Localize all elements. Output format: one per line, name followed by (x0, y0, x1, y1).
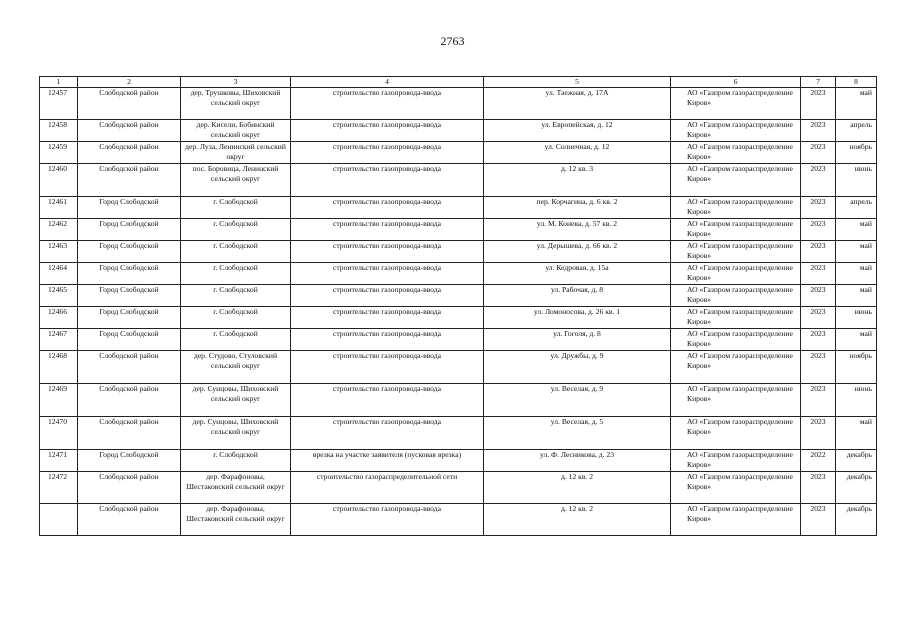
cell-organization: АО «Газпром газораспределение Киров» (671, 329, 801, 351)
cell-address: ул. Ломоносова, д. 26 кв. 1 (484, 307, 671, 329)
cell-district: Слободской район (78, 472, 181, 504)
cell-year: 2023 (801, 504, 836, 536)
table-row (40, 504, 877, 536)
cell-work-type: строительство газопровода-ввода (291, 88, 484, 120)
cell-district: Город Слободской (78, 285, 181, 307)
cell-year: 2023 (801, 88, 836, 120)
cell-district: Слободской район (78, 88, 181, 120)
column-header-7: 7 (801, 77, 836, 88)
table-body (40, 88, 877, 536)
cell-month: декабрь (836, 472, 877, 504)
cell-district: Слободской район (78, 417, 181, 450)
cell-year: 2023 (801, 384, 836, 417)
table-row (40, 285, 877, 307)
cell-organization: АО «Газпром газораспределение Киров» (671, 88, 801, 120)
cell-settlement: г. Слободской (181, 450, 291, 472)
table-row (40, 417, 877, 450)
cell-settlement: г. Слободской (181, 263, 291, 285)
cell-address: д. 12 кв. 2 (484, 504, 671, 536)
cell-work-type: строительство газопровода-ввода (291, 329, 484, 351)
cell-settlement: пос. Боровица, Ленинский сельский округ (181, 164, 291, 197)
cell-settlement: дер. Фарафоновы, Шестаковский сельский округ (181, 472, 291, 504)
cell-year: 2023 (801, 351, 836, 384)
cell-month: май (836, 241, 877, 263)
cell-district: Слободской район (78, 351, 181, 384)
column-header-3: 3 (181, 77, 291, 88)
cell-work-type: строительство газопровода-ввода (291, 307, 484, 329)
cell-number: 12471 (40, 450, 78, 472)
cell-number: 12467 (40, 329, 78, 351)
cell-work-type: строительство газопровода-ввода (291, 197, 484, 219)
cell-work-type: строительство газораспределительной сети (291, 472, 484, 504)
cell-district: Город Слободской (78, 219, 181, 241)
table-row (40, 263, 877, 285)
cell-month: май (836, 417, 877, 450)
column-header-2: 2 (78, 77, 181, 88)
table-row (40, 241, 877, 263)
cell-month: май (836, 329, 877, 351)
cell-address: ул. Рабочая, д. 8 (484, 285, 671, 307)
cell-address: ул. Европейская, д. 12 (484, 120, 671, 142)
cell-settlement: г. Слободской (181, 219, 291, 241)
cell-district: Слободской район (78, 504, 181, 536)
cell-number: 12466 (40, 307, 78, 329)
cell-work-type: строительство газопровода-ввода (291, 120, 484, 142)
cell-settlement: г. Слободской (181, 307, 291, 329)
cell-organization: АО «Газпром газораспределение Киров» (671, 417, 801, 450)
cell-year: 2023 (801, 142, 836, 164)
cell-month: апрель (836, 197, 877, 219)
cell-number: 12463 (40, 241, 78, 263)
column-header-6: 6 (671, 77, 801, 88)
cell-number: 12458 (40, 120, 78, 142)
cell-year: 2023 (801, 263, 836, 285)
column-header-1: 1 (40, 77, 78, 88)
cell-year: 2022 (801, 450, 836, 472)
cell-address: ул. Таежная, д. 17А (484, 88, 671, 120)
cell-number: 12469 (40, 384, 78, 417)
cell-month: декабрь (836, 504, 877, 536)
cell-work-type: строительство газопровода-ввода (291, 164, 484, 197)
cell-month: ноябрь (836, 351, 877, 384)
cell-settlement: г. Слободской (181, 285, 291, 307)
cell-number: 12465 (40, 285, 78, 307)
cell-district: Слободской район (78, 384, 181, 417)
cell-organization: АО «Газпром газораспределение Киров» (671, 197, 801, 219)
cell-work-type: врезка на участке заявителя (пусковая врезка) (291, 450, 484, 472)
cell-organization: АО «Газпром газораспределение Киров» (671, 219, 801, 241)
cell-district: Город Слободской (78, 197, 181, 219)
cell-district: Слободской район (78, 120, 181, 142)
cell-district: Город Слободской (78, 263, 181, 285)
cell-year: 2023 (801, 219, 836, 241)
cell-address: ул. Солнечная, д. 12 (484, 142, 671, 164)
table-row (40, 219, 877, 241)
cell-address: ул. Дружбы, д. 9 (484, 351, 671, 384)
cell-district: Слободской район (78, 164, 181, 197)
table-row (40, 142, 877, 164)
cell-year: 2023 (801, 472, 836, 504)
cell-address: ул. Веселая, д. 9 (484, 384, 671, 417)
table-row (40, 329, 877, 351)
table-row (40, 164, 877, 197)
cell-work-type: строительство газопровода-ввода (291, 263, 484, 285)
column-header-8: 8 (836, 77, 877, 88)
cell-number: 12472 (40, 472, 78, 504)
cell-settlement: г. Слободской (181, 241, 291, 263)
cell-number (40, 504, 78, 536)
table-row (40, 120, 877, 142)
gasification-table (39, 76, 877, 536)
cell-month: ноябрь (836, 142, 877, 164)
cell-address: д. 12 кв. 3 (484, 164, 671, 197)
table-row (40, 450, 877, 472)
cell-month: июнь (836, 164, 877, 197)
table-row (40, 88, 877, 120)
cell-month: апрель (836, 120, 877, 142)
cell-work-type: строительство газопровода-ввода (291, 241, 484, 263)
cell-year: 2023 (801, 197, 836, 219)
cell-district: Город Слободской (78, 329, 181, 351)
cell-work-type: строительство газопровода-ввода (291, 384, 484, 417)
cell-organization: АО «Газпром газораспределение Киров» (671, 504, 801, 536)
column-header-4: 4 (291, 77, 484, 88)
table-row (40, 384, 877, 417)
cell-address: ул. Кедровая, д. 15а (484, 263, 671, 285)
cell-organization: АО «Газпром газораспределение Киров» (671, 142, 801, 164)
cell-month: май (836, 285, 877, 307)
cell-number: 12459 (40, 142, 78, 164)
cell-settlement: дер. Кисели, Бобинский сельский округ (181, 120, 291, 142)
cell-address: ул. Ф. Лесникова, д. 23 (484, 450, 671, 472)
cell-address: ул. Веселая, д. 5 (484, 417, 671, 450)
column-header-5: 5 (484, 77, 671, 88)
cell-year: 2023 (801, 241, 836, 263)
cell-settlement: г. Слободской (181, 329, 291, 351)
cell-number: 12462 (40, 219, 78, 241)
cell-month: май (836, 219, 877, 241)
cell-month: июнь (836, 384, 877, 417)
cell-number: 12461 (40, 197, 78, 219)
cell-month: май (836, 263, 877, 285)
cell-number: 12460 (40, 164, 78, 197)
cell-organization: АО «Газпром газораспределение Киров» (671, 384, 801, 417)
cell-work-type: строительство газопровода-ввода (291, 417, 484, 450)
cell-number: 12464 (40, 263, 78, 285)
cell-address: ул. Гоголя, д. 8 (484, 329, 671, 351)
cell-settlement: дер. Сунцовы, Шиховский сельский округ (181, 384, 291, 417)
cell-year: 2023 (801, 285, 836, 307)
cell-year: 2023 (801, 120, 836, 142)
cell-organization: АО «Газпром газораспределение Киров» (671, 450, 801, 472)
cell-number: 12468 (40, 351, 78, 384)
cell-address: пер. Корчагина, д. 6 кв. 2 (484, 197, 671, 219)
table-row (40, 307, 877, 329)
cell-work-type: строительство газопровода-ввода (291, 219, 484, 241)
table-row (40, 472, 877, 504)
cell-year: 2023 (801, 307, 836, 329)
cell-year: 2023 (801, 164, 836, 197)
cell-month: декабрь (836, 450, 877, 472)
cell-month: июнь (836, 307, 877, 329)
cell-number: 12470 (40, 417, 78, 450)
cell-settlement: дер. Трушковы, Шиховский сельский округ (181, 88, 291, 120)
cell-district: Город Слободской (78, 450, 181, 472)
cell-address: ул. Дерышева, д. 66 кв. 2 (484, 241, 671, 263)
table-row (40, 197, 877, 219)
cell-organization: АО «Газпром газораспределение Киров» (671, 241, 801, 263)
cell-work-type: строительство газопровода-ввода (291, 142, 484, 164)
cell-organization: АО «Газпром газораспределение Киров» (671, 120, 801, 142)
cell-district: Слободской район (78, 142, 181, 164)
cell-settlement: дер. Фарафоновы, Шестаковский сельский округ (181, 504, 291, 536)
cell-organization: АО «Газпром газораспределение Киров» (671, 351, 801, 384)
header-row (40, 77, 877, 88)
cell-work-type: строительство газопровода-ввода (291, 351, 484, 384)
cell-organization: АО «Газпром газораспределение Киров» (671, 164, 801, 197)
page-number: 2763 (440, 34, 465, 48)
cell-number: 12457 (40, 88, 78, 120)
cell-settlement: дер. Сунцовы, Шиховский сельский округ (181, 417, 291, 450)
cell-month: май (836, 88, 877, 120)
cell-district: Город Слободской (78, 241, 181, 263)
cell-settlement: г. Слободской (181, 197, 291, 219)
cell-organization: АО «Газпром газораспределение Киров» (671, 263, 801, 285)
cell-settlement: дер. Студово, Стуловский сельский округ (181, 351, 291, 384)
cell-organization: АО «Газпром газораспределение Киров» (671, 307, 801, 329)
cell-district: Город Слободской (78, 307, 181, 329)
table-row (40, 351, 877, 384)
cell-address: ул. М. Конева, д. 57 кв. 2 (484, 219, 671, 241)
cell-address: д. 12 кв. 2 (484, 472, 671, 504)
cell-work-type: строительство газопровода-ввода (291, 504, 484, 536)
cell-work-type: строительство газопровода-ввода (291, 285, 484, 307)
cell-year: 2023 (801, 329, 836, 351)
cell-organization: АО «Газпром газораспределение Киров» (671, 285, 801, 307)
cell-settlement: дер. Луза, Ленинский сельский округ (181, 142, 291, 164)
cell-organization: АО «Газпром газораспределение Киров» (671, 472, 801, 504)
cell-year: 2023 (801, 417, 836, 450)
